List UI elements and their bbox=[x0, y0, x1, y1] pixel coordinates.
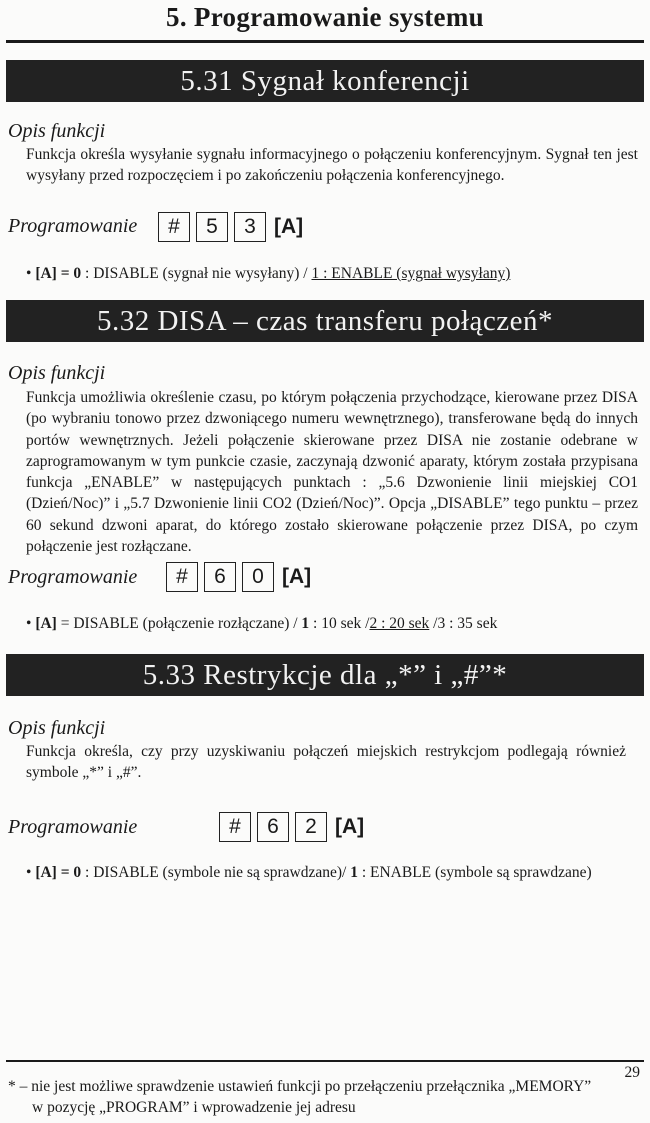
option-35s: /3 : 35 sek bbox=[429, 615, 498, 632]
section-5-32-options bbox=[26, 615, 497, 633]
section-5-32-title: 5.32 DISA – czas transferu połączeń* bbox=[6, 300, 644, 342]
parameter-a: [A] bbox=[282, 565, 312, 588]
page-number: 29 bbox=[624, 1064, 640, 1081]
section-5-33-description: Funkcja określa, czy przy uzyskiwaniu połączeń miejskich restrykcjom podlegają również symbole „*” i „#”. bbox=[26, 743, 626, 782]
key-6: 6 bbox=[257, 812, 289, 842]
section-5-33-title: 5.33 Restrykcje dla „*” i „#”* bbox=[6, 654, 644, 696]
section-5-31-key-sequence bbox=[158, 212, 303, 242]
opis-funkcji-label: Opis funkcji bbox=[8, 120, 106, 142]
bullet-dot: • bbox=[26, 265, 32, 282]
programowanie-label: Programowanie bbox=[8, 816, 138, 838]
option-disable: : DISABLE (sygnał nie wysyłany) / bbox=[81, 265, 312, 282]
param-value: [A] = 0 bbox=[35, 265, 82, 282]
option-default: 1 : ENABLE (sygnał wysyłany) bbox=[311, 265, 511, 282]
opis-funkcji-label: Opis funkcji bbox=[8, 717, 106, 739]
key-hash: # bbox=[158, 212, 190, 242]
footnote-line-2: w pozycję „PROGRAM” i wprowadzenie jej adresu bbox=[32, 1099, 356, 1116]
option-number: 1 bbox=[301, 615, 310, 632]
parameter-a: [A] bbox=[274, 215, 304, 238]
key-2: 2 bbox=[295, 812, 327, 842]
section-5-32-key-sequence bbox=[166, 562, 311, 592]
section-5-33-options bbox=[26, 864, 592, 882]
section-5-31-options bbox=[26, 265, 510, 283]
key-5: 5 bbox=[196, 212, 228, 242]
bullet-dot: • bbox=[26, 864, 32, 881]
footer-rule bbox=[6, 1060, 644, 1062]
parameter-a: [A] bbox=[335, 815, 365, 838]
programowanie-label: Programowanie bbox=[8, 215, 138, 237]
option-enable: : ENABLE (symbole są sprawdzane) bbox=[357, 864, 592, 881]
option-10s: : 10 sek / bbox=[309, 615, 370, 632]
option-disable: = DISABLE (połączenie rozłączane) / bbox=[56, 615, 302, 632]
param-value: [A] bbox=[35, 615, 57, 632]
option-disable: : DISABLE (symbole nie są sprawdzane)/ bbox=[81, 864, 351, 881]
key-6: 6 bbox=[204, 562, 236, 592]
opis-funkcji-label: Opis funkcji bbox=[8, 362, 106, 384]
section-5-31-description: Funkcja określa wysyłanie sygnału informacyjnego o połączeniu konferencyjnym. Sygnał ten jest wysyłany przed rozpoczęciem i po zakończeniu połączenia konferencyjnego. bbox=[26, 146, 638, 185]
key-3: 3 bbox=[234, 212, 266, 242]
bullet-dot: • bbox=[26, 615, 32, 632]
key-hash: # bbox=[219, 812, 251, 842]
header-rule bbox=[6, 40, 644, 43]
option-number: 1 bbox=[350, 864, 358, 881]
section-5-31-title: 5.31 Sygnał konferencji bbox=[6, 60, 644, 102]
section-5-32-description: Funkcja umożliwia określenie czasu, po którym połączenia przychodzące, kierowane przez DISA (po wybraniu tonowo przez dzwoniącego numeru wewnętrznego), transferowane będą do innych portów wewnętrznych. Jeżeli połączenie skierowane przez DISA nie zostanie odebrane w zaprogramowanym w tym punkcie czasie, zaczynają dzwonić aparaty, którym została przypisana funkcja „ENABLE” w następujących punktach : „5.6 Dzwonienie linii miejskiej CO1 (Dzień/Noc)” i „5.7 Dzwonienie linii CO2 (Dzień/Noc)”. Opcja „DISABLE” tego punktu – przez 60 sekund dzwoni aparat, do którego zostało skierowane połączenie przez DISA, po czym połączenie jest rozłączane. bbox=[26, 389, 638, 556]
option-default: 2 : 20 sek bbox=[369, 615, 430, 632]
key-0: 0 bbox=[242, 562, 274, 592]
footnote bbox=[8, 1076, 628, 1118]
footnote-line-1: * – nie jest możliwe sprawdzenie ustawień funkcji po przełączeniu przełącznika „MEMORY” bbox=[8, 1078, 592, 1095]
key-hash: # bbox=[166, 562, 198, 592]
page-title: 5. Programowanie systemu bbox=[166, 2, 484, 32]
programowanie-label: Programowanie bbox=[8, 566, 138, 588]
section-5-33-key-sequence bbox=[219, 812, 364, 842]
param-value: [A] = 0 bbox=[35, 864, 82, 881]
